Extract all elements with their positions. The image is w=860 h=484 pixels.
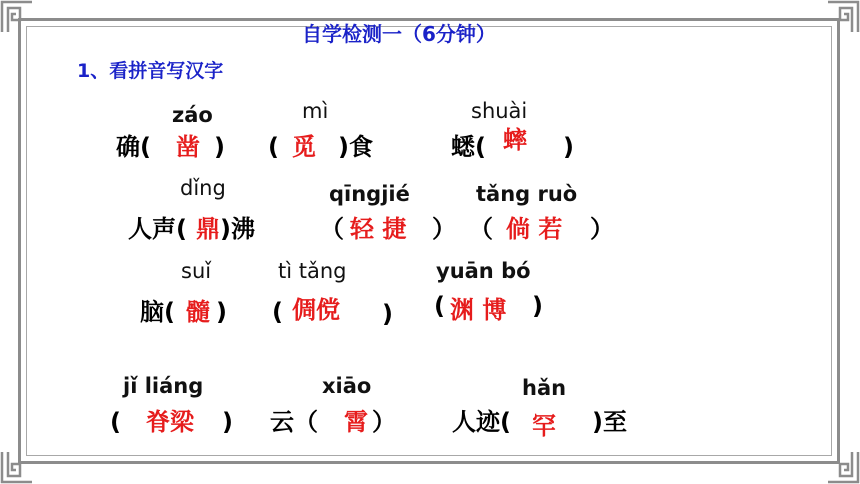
pinyin-tangruo: tǎng ruò <box>476 182 578 206</box>
pinyin-shuai: shuài <box>471 99 528 123</box>
word-before: ( <box>268 133 279 161</box>
answer-tangruo: 倘 若 <box>506 215 563 243</box>
pinyin-mi: mì <box>302 99 329 123</box>
answer-yuanbo: 渊 博 <box>450 296 507 324</box>
word-after: ) <box>214 133 225 161</box>
answer-zao: 凿 <box>176 133 200 161</box>
word-after: ） <box>432 215 456 243</box>
word-before: 云（ <box>270 408 318 436</box>
answer-sui: 髓 <box>186 298 210 326</box>
answer-mi: 觅 <box>292 133 316 161</box>
answer-qingjie: 轻 捷 <box>350 215 407 243</box>
pinyin-sui: suǐ <box>181 259 212 283</box>
word-before: 人声( <box>128 215 187 243</box>
word-after: ） <box>372 408 396 436</box>
word-before: （ <box>320 215 344 243</box>
pinyin-zao: záo <box>172 103 213 127</box>
word-after: ) <box>382 300 393 328</box>
section-heading: 1、看拼音写汉字 <box>77 60 224 82</box>
pinyin-han: hǎn <box>522 376 567 400</box>
answer-xiao: 霄 <box>344 408 368 436</box>
pinyin-ding: dǐng <box>180 176 226 200</box>
answer-shuai: 蟀 <box>503 126 527 154</box>
pinyin-yuanbo: yuān bó <box>436 259 531 283</box>
word-before: 确( <box>116 133 151 161</box>
word-before: （ <box>469 215 493 243</box>
pinyin-xiao: xiāo <box>322 374 372 398</box>
word-after: )至 <box>592 408 627 436</box>
word-before: ( <box>434 292 445 320</box>
answer-titang: 倜傥 <box>292 296 340 324</box>
answer-jiliang: 脊梁 <box>146 408 194 436</box>
answer-han: 罕 <box>532 412 556 440</box>
word-before: ( <box>110 408 121 436</box>
word-before: 脑( <box>140 298 175 326</box>
word-after: ) <box>216 298 227 326</box>
answer-ding: 鼎 <box>196 215 220 243</box>
page-title: 自学检测一（6分钟） <box>302 22 496 46</box>
pinyin-titang: tì tǎng <box>278 259 347 283</box>
word-after: )食 <box>338 133 373 161</box>
word-before: ( <box>272 298 283 326</box>
corner-ornament-icon <box>826 0 860 34</box>
word-before: 蟋( <box>451 133 486 161</box>
word-after: ) <box>532 292 543 320</box>
corner-ornament-icon <box>826 450 860 484</box>
pinyin-jiliang: jǐ liáng <box>123 374 204 398</box>
word-after: ) <box>563 133 574 161</box>
word-before: 人迹( <box>452 408 511 436</box>
corner-ornament-icon <box>0 0 34 34</box>
word-after: )沸 <box>220 215 255 243</box>
word-after: ） <box>590 215 614 243</box>
corner-ornament-icon <box>0 450 34 484</box>
pinyin-qingjie: qīngjié <box>329 182 410 206</box>
word-after: ) <box>222 408 233 436</box>
